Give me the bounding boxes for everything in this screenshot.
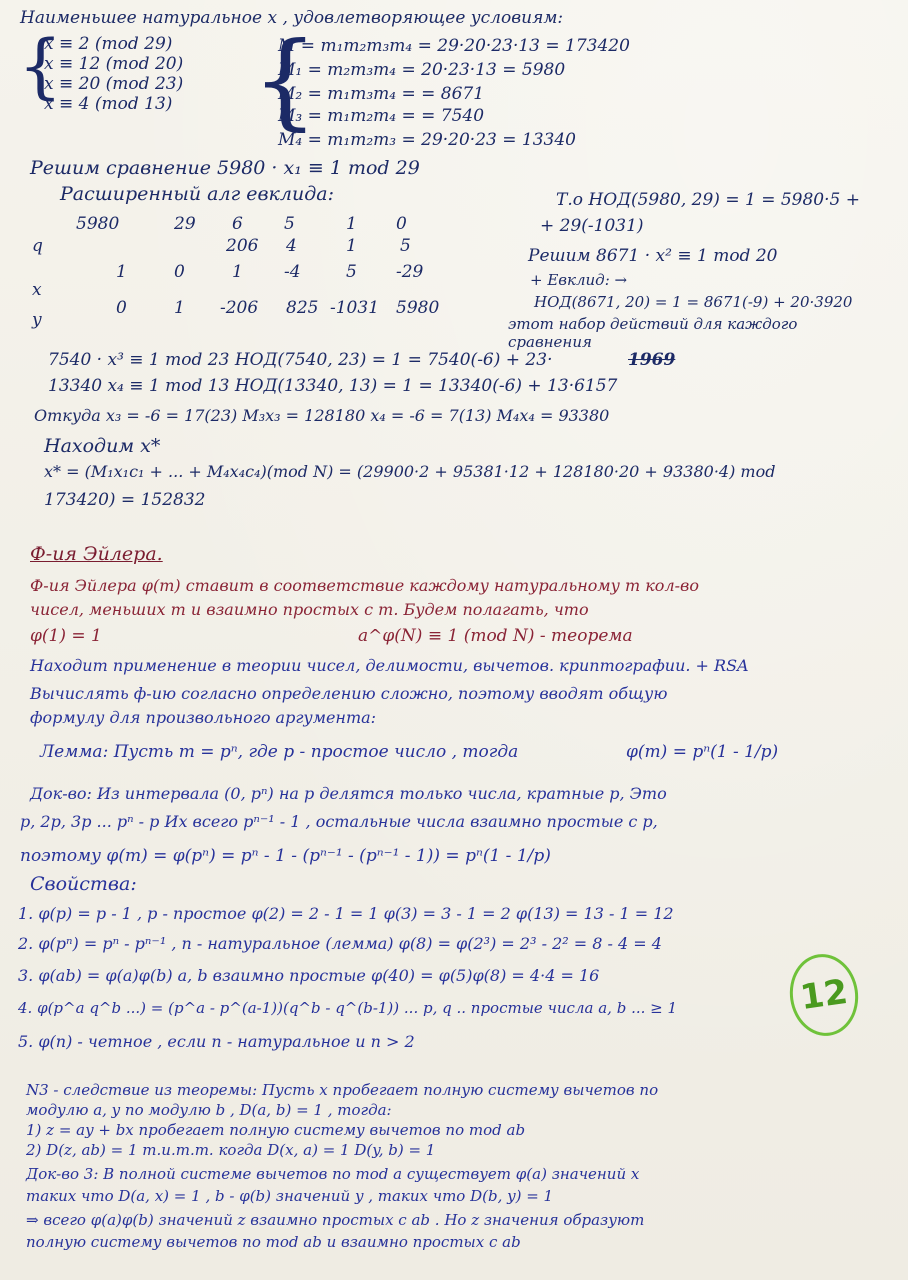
x-star-formula: x* = (M₁x₁c₁ + ... + M₄x₄c₄)(mod N) = (29900·2 + 95381·12 + 128180·20 + 93380·4) mod	[44, 462, 776, 481]
euclid-x-3: -4	[284, 262, 301, 282]
euclid-y-3: 825	[286, 298, 319, 318]
euclid-top-1: 29	[174, 214, 196, 234]
modulus-M: M = m₁m₂m₃m₄ = 29·20·23·13 = 173420	[278, 36, 630, 56]
corollary-line-1: N3 - следствие из теоремы: Пусть x пробегает полную систему вычетов по	[26, 1081, 659, 1099]
property-5: 5. φ(n) - четное , если n - натуральное и n > 2	[18, 1032, 415, 1051]
congruence-x4-line: 13340 x₄ ≡ 1 mod 13 НОД(13340, 13) = 1 = 13340(-6) + 13·6157	[48, 376, 618, 396]
property-2: 2. φ(pⁿ) = pⁿ - pⁿ⁻¹ , n - натуральное (лемма) φ(8) = φ(2³) = 2³ - 2² = 8 - 4 = 4	[18, 934, 662, 953]
euclid-y-5: 5980	[396, 298, 440, 318]
note-repeat-steps-2: сравнения	[508, 333, 592, 351]
euclid-y-1: 1	[174, 298, 185, 318]
lemma-text: Лемма: Пусть m = pⁿ, где p - простое число , тогда	[40, 742, 519, 762]
euler-def-1: Ф-ия Эйлера φ(m) ставит в соответствие каждому натуральному m кол-во	[30, 576, 699, 595]
corollary-line-4: 2) D(z, ab) = 1 т.и.т.т. когда D(x, a) = 1 D(y, b) = 1	[26, 1141, 436, 1159]
congruence-3: x ≡ 20 (mod 23)	[44, 74, 184, 94]
euclid-q-2: 1	[346, 236, 357, 256]
lemma-formula: φ(m) = pⁿ(1 - 1/p)	[626, 742, 779, 762]
euler-def-3a: φ(1) = 1	[30, 626, 102, 646]
proof-line-1: Док-во: Из интервала (0, pⁿ) на p делятся только числа, кратные p, Это	[30, 784, 667, 803]
corollary-proof-4: полную систему вычетов по mod ab и взаимно простых с ab	[26, 1233, 521, 1251]
congruence-x3-line: 7540 · x³ ≡ 1 mod 23 НОД(7540, 23) = 1 = 7540(-6) + 23·	[48, 350, 553, 370]
euclid-y-4: -1031	[330, 298, 380, 318]
modulus-M1: M₁ = m₂m₃m₄ = 20·23·13 = 5980	[278, 60, 566, 80]
euclid-arrow-note: + Евклид: →	[530, 271, 628, 289]
euclid-title: Расширенный алг евклида:	[60, 183, 334, 205]
euclid-x-2: 1	[232, 262, 243, 282]
euclid-y-0: 0	[116, 298, 127, 318]
euclid-top-3: 5	[284, 214, 295, 234]
euclid-x-1: 0	[174, 262, 185, 282]
euclid-x-4: 5	[346, 262, 357, 282]
property-3: 3. φ(ab) = φ(a)φ(b) a, b взаимно простые φ(40) = φ(5)φ(8) = 4·4 = 16	[18, 966, 600, 985]
x-star-result: 173420) = 152832	[44, 490, 206, 510]
euler-title: Ф-ия Эйлера.	[30, 543, 163, 565]
corollary-line-2: модулю a, y по модулю b , D(a, b) = 1 , тогда:	[26, 1101, 392, 1119]
euclid-top-0: 5980	[76, 214, 120, 234]
solve-congruence-2: Решим 8671 · x² ≡ 1 mod 20	[528, 246, 778, 266]
corollary-proof-1: Док-во 3: В полной системе вычетов по mod a существует φ(a) значений x	[26, 1165, 640, 1183]
grade-circle: 12	[785, 950, 864, 1041]
solve-congruence-1: Решим сравнение 5980 · x₁ ≡ 1 mod 29	[30, 157, 420, 179]
euclid-q-1: 4	[286, 236, 297, 256]
euclid-q-0: 206	[226, 236, 259, 256]
congruence-4: x ≡ 4 (mod 13)	[44, 94, 173, 114]
struck-value: 1969	[628, 350, 676, 370]
euler-theorem: a^φ(N) ≡ 1 (mod N) - теорема	[358, 626, 633, 646]
properties-title: Свойства:	[30, 873, 137, 895]
congruence-1: x ≡ 2 (mod 29)	[44, 34, 173, 54]
euclid-top-4: 1	[346, 214, 357, 234]
corollary-line-3: 1) z = ay + bx пробегает полную систему вычетов по mod ab	[26, 1121, 526, 1139]
modulus-M4: M₄ = m₁m₂m₃ = 29·20·23 = 13340	[278, 130, 576, 150]
euclid-q-3: 5	[400, 236, 411, 256]
property-1: 1. φ(p) = p - 1 , p - простое φ(2) = 2 - 1 = 1 φ(3) = 3 - 1 = 2 φ(13) = 13 - 1 = 12	[18, 904, 674, 923]
euler-def-2: чисел, меньших m и взаимно простых с m. Будем полагать, что	[30, 600, 589, 619]
euclid-x-5: -29	[396, 262, 424, 282]
gcd-result-2: НОД(8671, 20) = 1 = 8671(-9) + 20·3920	[534, 293, 853, 311]
euclid-q-label: q	[32, 236, 43, 256]
modulus-M2: M₂ = m₁m₃m₄ = = 8671	[278, 84, 485, 104]
euclid-x-0: 1	[116, 262, 127, 282]
system-brace: {	[18, 25, 63, 107]
euclid-y-2: -206	[220, 298, 259, 318]
euclid-top-2: 6	[232, 214, 243, 234]
moduli-brace: {	[252, 19, 319, 141]
note-repeat-steps: этот набор действий для каждого	[508, 315, 798, 333]
gcd-result-1-cont: + 29(-1031)	[540, 216, 644, 236]
congruence-2: x ≡ 12 (mod 20)	[44, 54, 184, 74]
corollary-proof-2: таких что D(a, x) = 1 , b - φ(b) значений y , таких что D(b, y) = 1	[26, 1187, 554, 1205]
euclid-y-label: y	[32, 310, 42, 330]
euclid-top-5: 0	[396, 214, 407, 234]
euler-compute-1: Вычислять ф-ию согласно определению сложно, поэтому вводят общую	[30, 684, 668, 703]
proof-line-2: p, 2p, 3p ... pⁿ - p Их всего pⁿ⁻¹ - 1 , остальные числа взаимно простые с p,	[20, 812, 658, 831]
corollary-proof-3: ⇒ всего φ(a)φ(b) значений z взаимно простых с ab . Но z значения образуют	[26, 1211, 645, 1229]
gcd-result-1: Т.о НОД(5980, 29) = 1 = 5980·5 +	[556, 190, 860, 210]
proof-line-3: поэтому φ(m) = φ(pⁿ) = pⁿ - 1 - (pⁿ⁻¹ - (pⁿ⁻¹ - 1)) = pⁿ(1 - 1/p)	[20, 846, 551, 866]
euclid-x-label: x	[32, 280, 42, 300]
modulus-M3: M₃ = m₁m₂m₄ = = 7540	[278, 106, 485, 126]
property-4: 4. φ(p^a q^b ...) = (p^a - p^(a-1))(q^b - q^(b-1)) ... p, q .. простые числа a, b ... ≥ 1	[18, 999, 678, 1017]
find-x-star: Находим x*	[44, 435, 161, 457]
euler-application: Находит применение в теории чисел, делимости, вычетов. криптографии. + RSA	[30, 656, 749, 675]
whence-line: Откуда x₃ = -6 = 17(23) M₃x₃ = 128180 x₄ = -6 = 7(13) M₄x₄ = 93380	[34, 406, 610, 425]
problem-title: Наименьшее натуральное x , удовлетворяющее условиям:	[20, 8, 564, 28]
euler-compute-2: формулу для произвольного аргумента:	[30, 708, 377, 727]
